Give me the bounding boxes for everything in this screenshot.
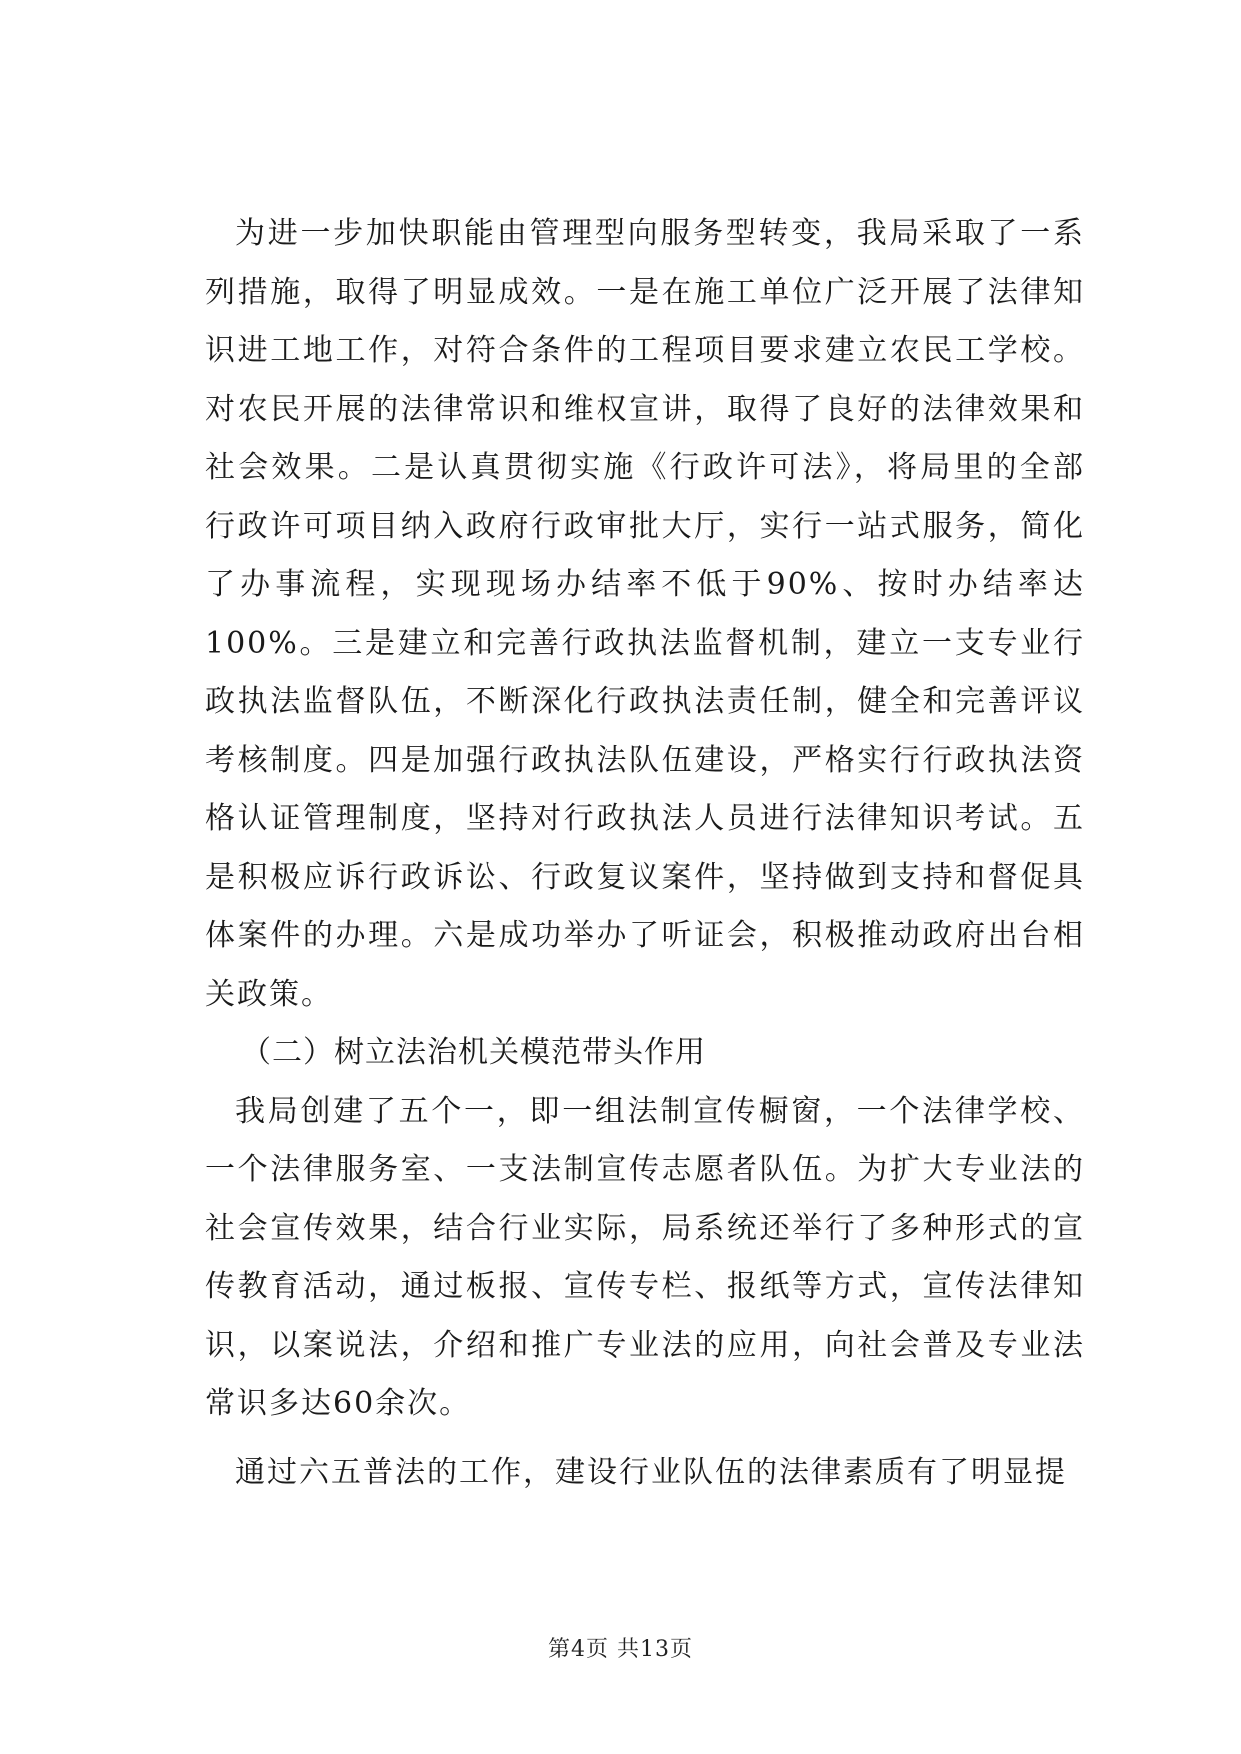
document-body <box>205 205 1085 1502</box>
paragraph-service-transformation: 为进一步加快职能由管理型向服务型转变，我局采取了一系列措施，取得了明显成效。一是在施工单位广泛开展了法律知识进工地工作，对符合条件的工程项目要求建立农民工学校。对农民开展的法律常识和维权宣讲，取得了良好的法律效果和社会效果。二是认真贯彻实施《行政许可法》，将局里的全部行政许可项目纳入政府行政审批大厅，实行一站式服务，简化了办事流程，实现现场办结率不低于90%、按时办结率达100%。三是建立和完善行政执法监督机制，建立一支专业行政执法监督队伍，不断深化行政执法责任制，健全和完善评议考核制度。四是加强行政执法队伍建设，严格实行行政执法资格认证管理制度，坚持对行政执法人员进行法律知识考试。五是积极应诉行政诉讼、行政复议案件，坚持做到支持和督促具体案件的办理。六是成功举办了听证会，积极推动政府出台相关政策。 <box>205 216 1085 1012</box>
paragraph-five-ones: 我局创建了五个一，即一组法制宣传橱窗，一个法律学校、一个法律服务室、一支法制宣传志愿者队伍。为扩大专业法的社会宣传效果，结合行业实际，局系统还举行了多种形式的宣传教育活动，通过板报、宣传专栏、报纸等方式，宣传法律知识，以案说法，介绍和推广专业法的应用，向社会普及专业法常识多达60余次。 <box>205 1093 1085 1421</box>
page-number-footer: 第4页 共13页 <box>548 1637 693 1662</box>
paragraph-sixth-five-year-law: 通过六五普法的工作，建设行业队伍的法律素质有了明显提 <box>235 1454 1067 1490</box>
section-heading-law-agency: （二）树立法治机关模范带头作用 <box>241 1035 706 1070</box>
